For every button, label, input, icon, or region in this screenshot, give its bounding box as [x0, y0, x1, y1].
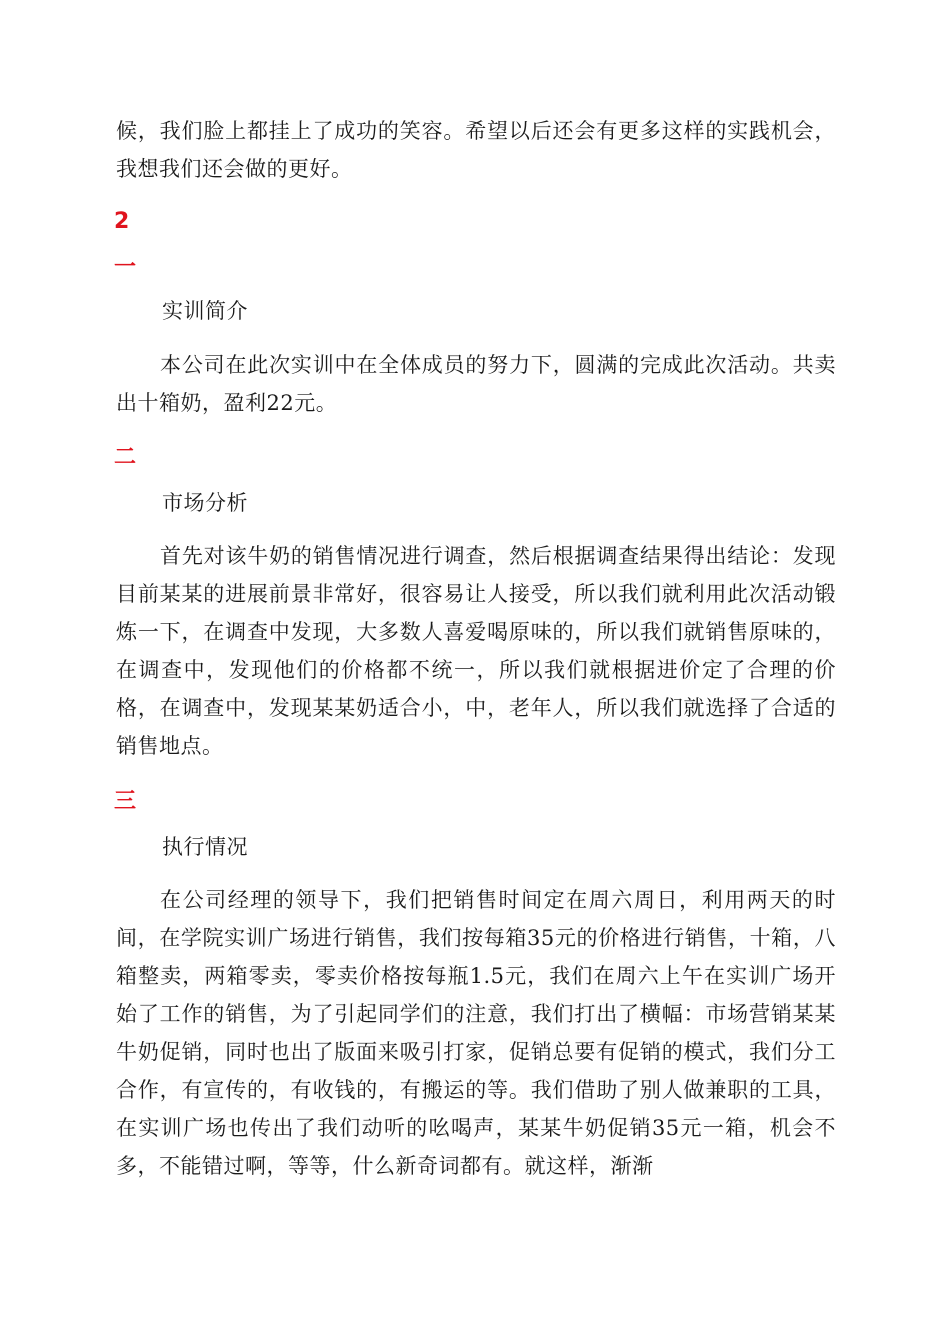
intro-paragraph: 候，我们脸上都挂上了成功的笑容。希望以后还会有更多这样的实践机会，我想我们还会做的更好。: [116, 119, 836, 181]
section-title-1: 实训简介: [162, 299, 248, 323]
section-marker-3: 三: [114, 789, 137, 814]
section-title-3: 执行情况: [162, 835, 248, 859]
section-marker-1: 一: [114, 255, 137, 280]
section-body-2: 首先对该牛奶的销售情况进行调查，然后根据调查结果得出结论：发现目前某某的进展前景非常好，很容易让人接受，所以我们就利用此次活动锻炼一下，在调查中发现，大多数人喜爱喝原味的，所以我们就销售原味的，在调查中，发现他们的价格都不统一，所以我们就根据进价定了合理的价格，在调查中，发现某某奶适合小，中，老年人，所以我们就选择了合适的销售地点。: [116, 544, 836, 758]
section-number: 2: [114, 209, 130, 234]
section-title-2: 市场分析: [162, 491, 248, 515]
section-body-1: 本公司在此次实训中在全体成员的努力下，圆满的完成此次活动。共卖出十箱奶，盈利22元。: [116, 353, 836, 415]
section-body-3: 在公司经理的领导下，我们把销售时间定在周六周日，利用两天的时间，在学院实训广场进行销售，我们按每箱35元的价格进行销售，十箱，八箱整卖，两箱零卖，零卖价格按每瓶1.5元，我们在周六上午在实训广场开始了工作的销售，为了引起同学们的注意，我们打出了横幅：市场营销某某牛奶促销，同时也出了版面来吸引打家，促销总要有促销的模式，我们分工合作，有宣传的，有收钱的，有搬运的等。我们借助了别人做兼职的工具，在实训广场也传出了我们动听的吆喝声，某某牛奶促销35元一箱，机会不多，不能错过啊，等等，什么新奇词都有。就这样，渐渐: [116, 888, 836, 1178]
section-marker-2: 二: [114, 445, 137, 470]
